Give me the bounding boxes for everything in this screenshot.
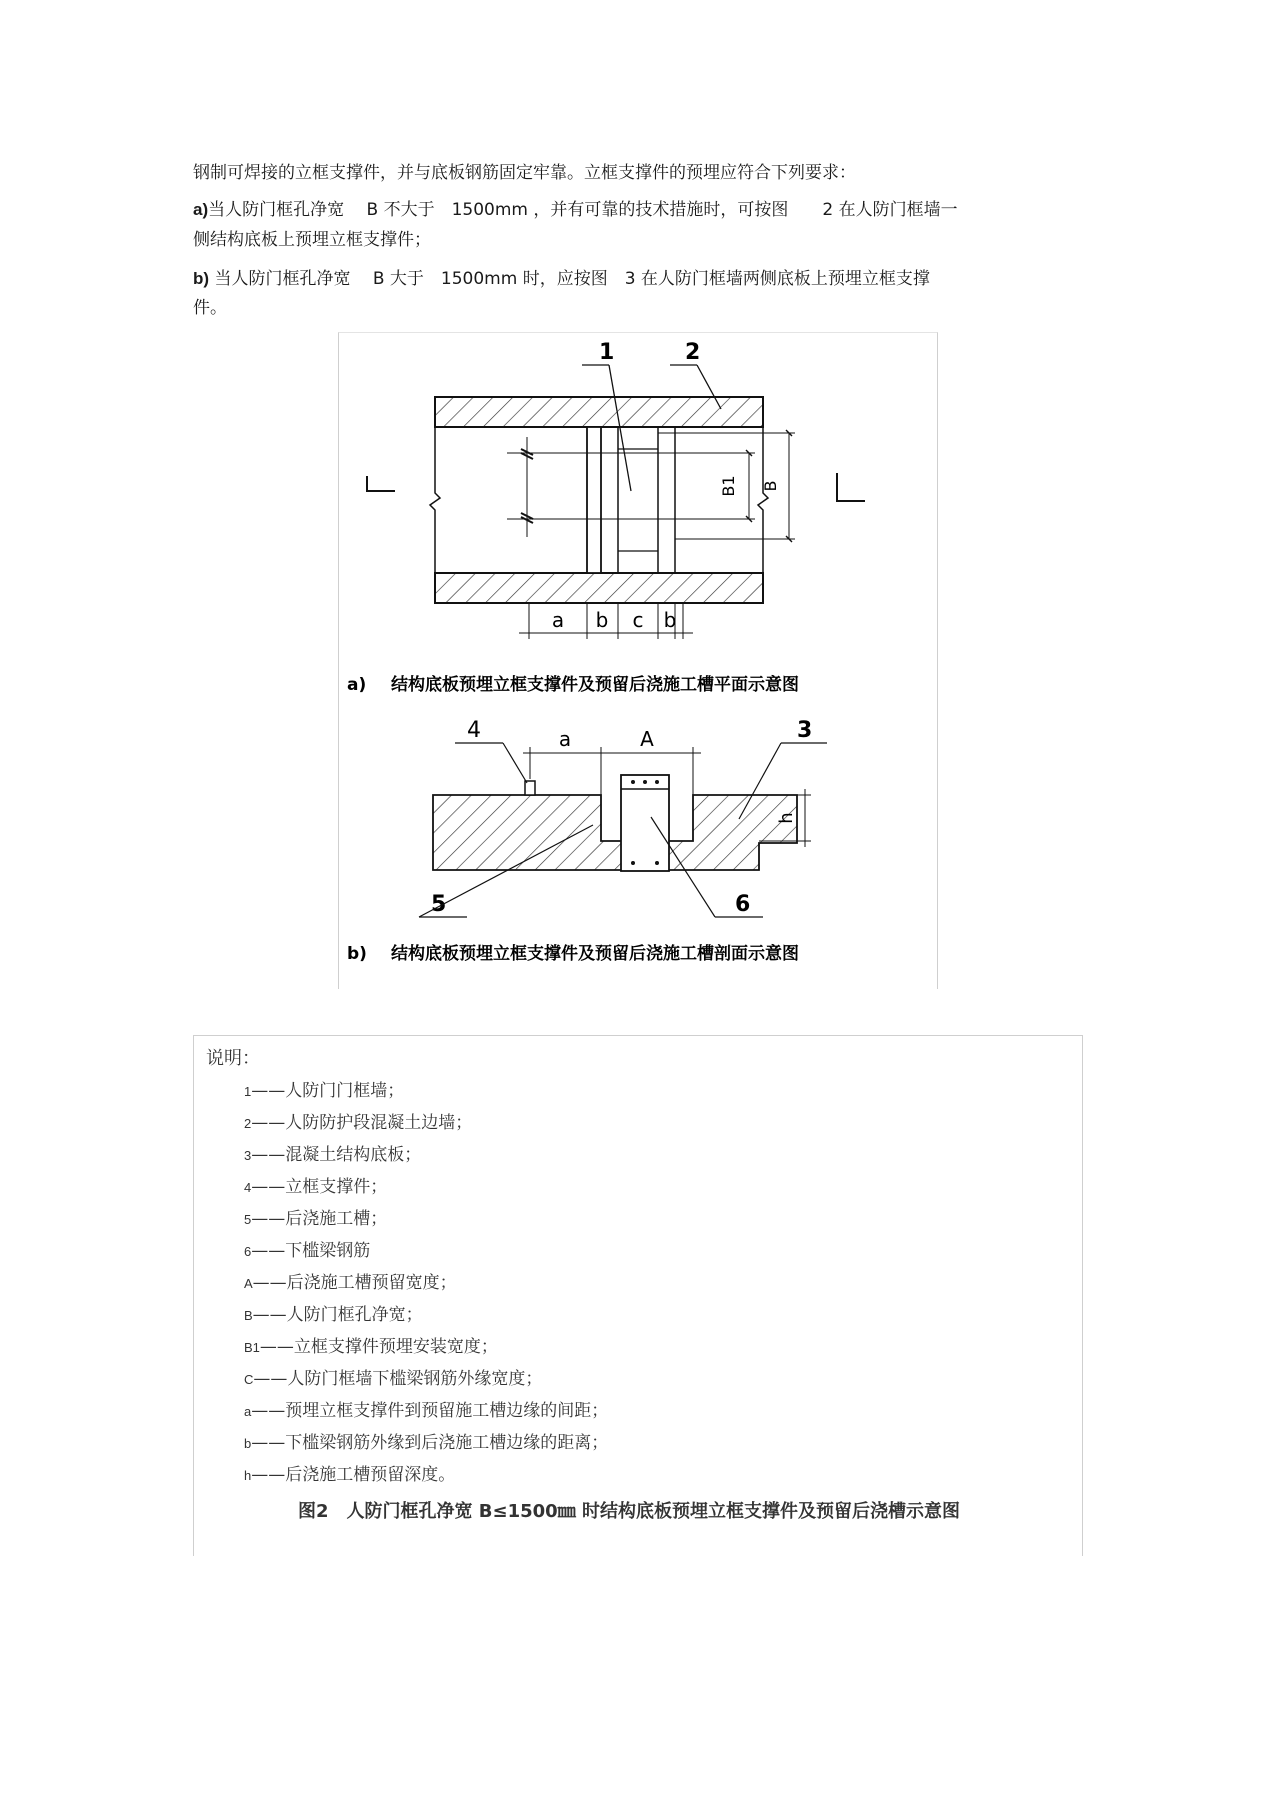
intro-item-a bbox=[193, 194, 1073, 226]
callout-2: 2 bbox=[685, 340, 701, 365]
legend-box bbox=[193, 1035, 1083, 1556]
section-caption-text: 结构底板预埋立框支撑件及预留后浇施工槽剖面示意图 bbox=[391, 944, 799, 964]
legend-item: 1——人防门门框墙； bbox=[244, 1081, 405, 1101]
right-break-line bbox=[758, 427, 768, 573]
item-a-label: a) bbox=[193, 200, 209, 219]
intro-line-1: 钢制可焊接的立框支撑件，并与底板钢筋固定牢靠。立框支撑件的预埋应符合下列要求： bbox=[193, 163, 856, 183]
legend-item: h——后浇施工槽预留深度。 bbox=[244, 1465, 456, 1485]
section-view bbox=[347, 718, 827, 964]
callout-5: 5 bbox=[431, 892, 447, 917]
legend-item: b——下槛梁钢筋外缘到后浇施工槽边缘的距离； bbox=[244, 1433, 609, 1453]
legend-title: 说明： bbox=[206, 1048, 260, 1069]
legend-item: B1——立框支撑件预埋安装宽度； bbox=[244, 1337, 498, 1357]
callout-1: 1 bbox=[599, 340, 615, 365]
legend-item: A——后浇施工槽预留宽度； bbox=[244, 1273, 457, 1293]
legend-item: 6——下槛梁钢筋 bbox=[244, 1241, 371, 1261]
dim-b-left: b bbox=[595, 608, 609, 632]
callout-3: 3 bbox=[797, 718, 813, 743]
intro-item-b-cont: 件。 bbox=[193, 298, 227, 318]
figure-diagram bbox=[338, 332, 938, 989]
bottom-wall bbox=[435, 573, 763, 603]
left-break-line bbox=[430, 427, 440, 573]
dim-b-right: b bbox=[663, 608, 677, 632]
figure-svg bbox=[339, 333, 937, 989]
item-b-label: b) bbox=[193, 269, 210, 288]
top-wall bbox=[435, 397, 763, 427]
figure-caption: 图2 人防门框孔净宽 B≤1500㎜ 时结构底板预埋立框支撑件及预留后浇槽示意图 bbox=[298, 1501, 960, 1522]
legend-item: 2——人防防护段混凝土边墙； bbox=[244, 1113, 473, 1133]
legend-item: B——人防门框孔净宽； bbox=[244, 1305, 423, 1325]
intro-item-a-cont: 侧结构底板上预埋立框支撑件； bbox=[193, 230, 431, 250]
dim-c: c bbox=[632, 608, 644, 632]
intro-item-b bbox=[193, 263, 1073, 295]
door-frame-wall bbox=[587, 427, 601, 573]
legend-item: 5——后浇施工槽； bbox=[244, 1209, 388, 1229]
legend-item: 4——立框支撑件； bbox=[244, 1177, 388, 1197]
section-dim-A: A bbox=[640, 727, 654, 751]
section-dim-h: h bbox=[776, 812, 797, 824]
plan-view bbox=[347, 340, 865, 695]
section-caption-label: b) bbox=[347, 944, 367, 964]
dim-b1: B1 bbox=[719, 475, 738, 497]
plan-caption-text: 结构底板预埋立框支撑件及预留后浇施工槽平面示意图 bbox=[391, 675, 799, 695]
callout-4: 4 bbox=[467, 718, 481, 743]
dim-a: a bbox=[551, 608, 565, 632]
dim-b: B bbox=[761, 480, 780, 492]
item-b-text-1: 当人防门框孔净宽 B 大于 1500mm 时，应按图 3 在人防门框墙两侧底板上预埋立框支撑 bbox=[209, 269, 930, 289]
section-dim-a: a bbox=[558, 727, 572, 751]
legend-item: 3——混凝土结构底板； bbox=[244, 1145, 422, 1165]
slab bbox=[433, 795, 797, 870]
callout-6: 6 bbox=[735, 892, 751, 917]
plan-caption-label: a) bbox=[347, 675, 367, 695]
legend-item: a——预埋立框支撑件到预留施工槽边缘的间距； bbox=[244, 1401, 609, 1421]
item-a-text-1: 当人防门框孔净宽 B 不大于 1500mm ，并有可靠的技术措施时，可按图 2 在人防门框墙一 bbox=[208, 200, 958, 220]
legend-item: C——人防门框墙下槛梁钢筋外缘宽度； bbox=[244, 1369, 543, 1389]
